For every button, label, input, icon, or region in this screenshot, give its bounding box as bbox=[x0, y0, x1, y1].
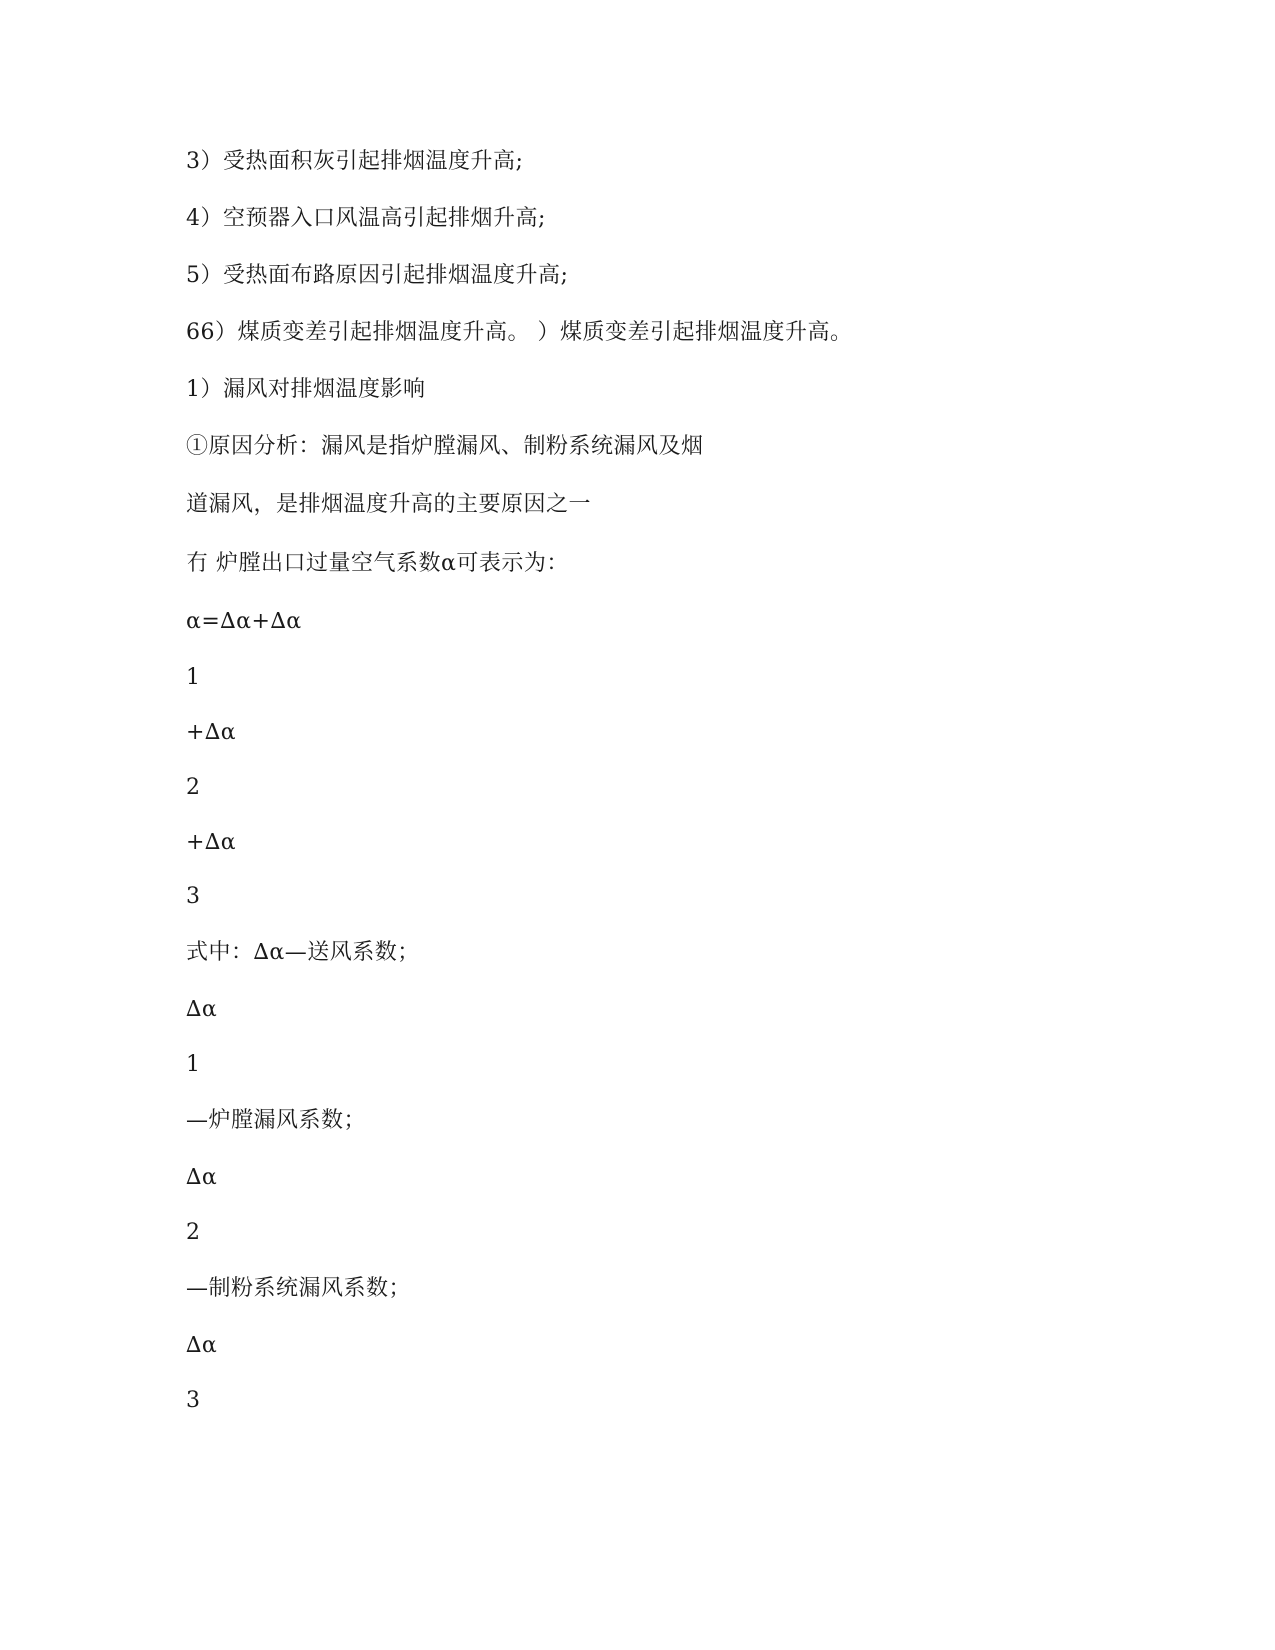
text-line-cause-5: 5）受热面布路原因引起排烟温度升高; bbox=[186, 263, 569, 288]
symbol-line: ∆α bbox=[186, 1333, 218, 1358]
text-line-analysis: ①原因分析：漏风是指炉膛漏风、制粉系统漏风及烟 bbox=[186, 434, 704, 459]
formula-subscript: 1 bbox=[186, 1052, 201, 1077]
formula-subscript: 1 bbox=[186, 665, 201, 690]
section-heading-air-leakage: 1）漏风对排烟温度影响 bbox=[186, 377, 426, 402]
text-line-cause-4: 4）空预器入口风温高引起排烟升高; bbox=[186, 206, 546, 231]
formula-term: +∆α bbox=[186, 720, 237, 745]
formula-subscript: 3 bbox=[186, 884, 201, 909]
text-line-analysis-cont: 道漏风，是排烟温度升高的主要原因之一 bbox=[186, 492, 592, 517]
text-line-excess-air: 冇 炉膛出口过量空气系数α可表示为： bbox=[186, 551, 569, 576]
definition-line: —制粉系统漏风系数； bbox=[186, 1276, 412, 1301]
text-line-cause-6: 66）煤质变差引起排烟温度升高。 ）煤质变差引起排烟温度升高。 bbox=[186, 320, 853, 345]
formula-subscript: 2 bbox=[186, 775, 201, 800]
formula-line: α=∆α+∆α bbox=[186, 609, 302, 634]
formula-subscript: 3 bbox=[186, 1388, 201, 1413]
symbol-line: ∆α bbox=[186, 997, 218, 1022]
symbol-line: ∆α bbox=[186, 1165, 218, 1190]
formula-term: +∆α bbox=[186, 830, 237, 855]
definition-line: 式中：∆α—送风系数； bbox=[186, 940, 420, 965]
definition-line: —炉膛漏风系数； bbox=[186, 1108, 367, 1133]
formula-subscript: 2 bbox=[186, 1220, 201, 1245]
text-line-cause-3: 3）受热面积灰引起排烟温度升高; bbox=[186, 149, 524, 174]
